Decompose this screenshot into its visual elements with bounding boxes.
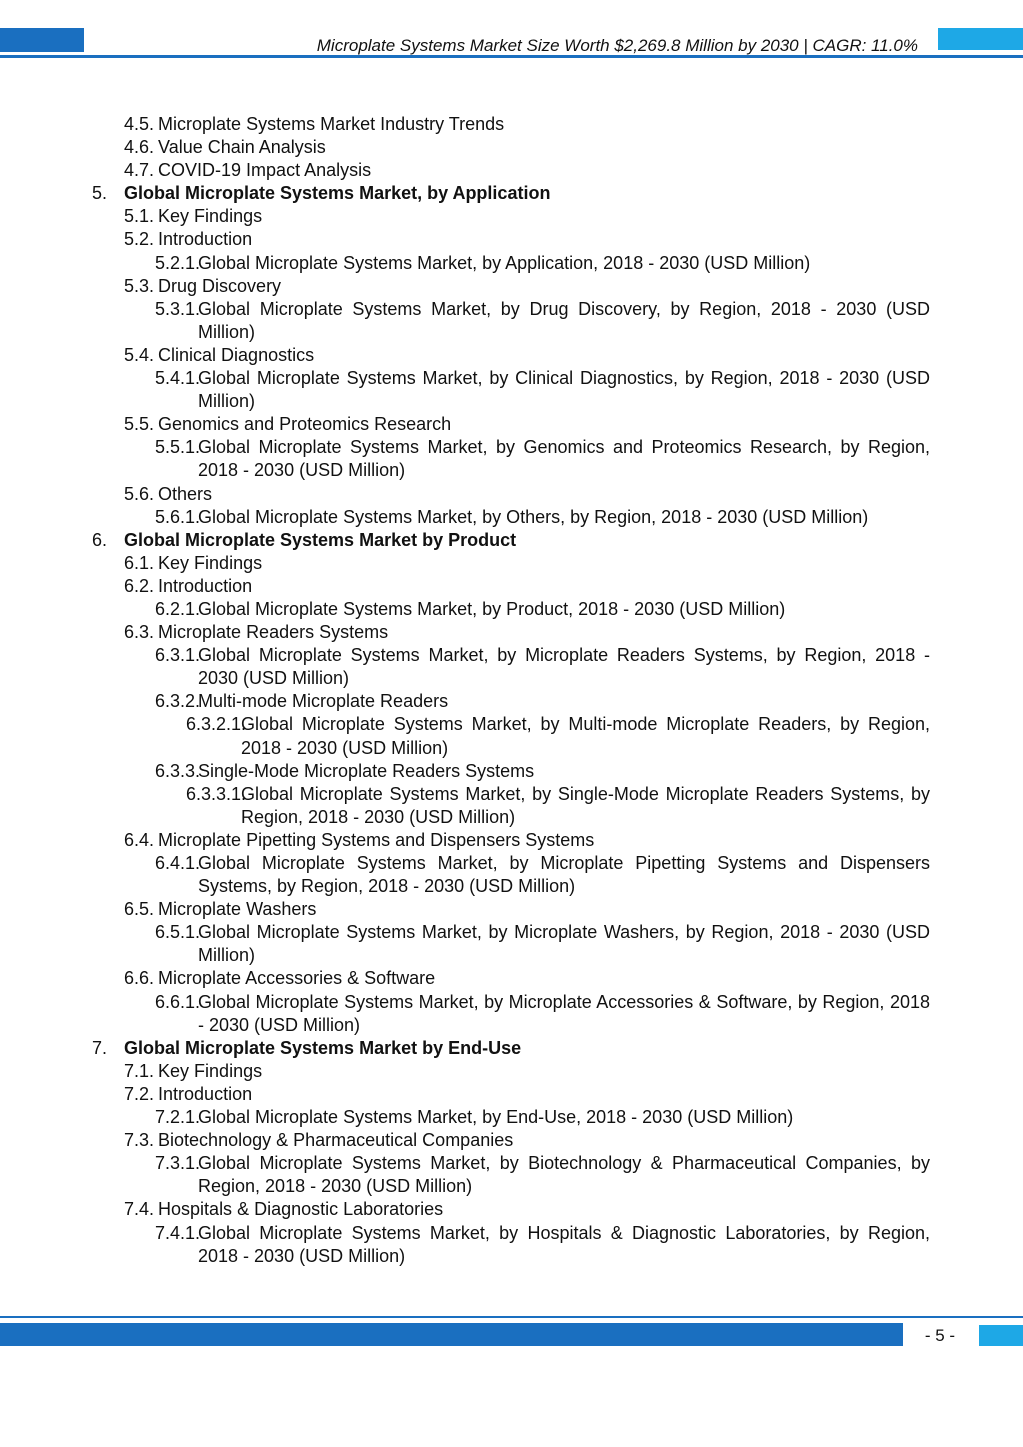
toc-entry: [0, 829, 1023, 852]
toc-entry-text: Key Findings: [158, 1060, 263, 1081]
toc-entry: [0, 413, 1023, 436]
toc-entry-text: Global Microplate Systems Market, by Application, 2018 - 2030 (USD Million): [198, 252, 811, 273]
footer-accent-right: [979, 1325, 1023, 1346]
toc-entry-number: 7.2.: [124, 1083, 155, 1104]
toc-entry-number: 6.2.: [124, 575, 155, 596]
toc-entry: [0, 644, 1023, 690]
toc-entry-number: 5.5.1.: [155, 437, 201, 458]
toc-entry-number: 6.3.3.1.: [186, 783, 247, 804]
toc-entry: [0, 1083, 1023, 1106]
toc-entry-number: 6.2.1.: [155, 598, 201, 619]
toc-entry: [0, 1198, 1023, 1221]
toc-entry-number: 5.2.: [124, 229, 155, 250]
toc-entry: [0, 113, 1023, 136]
toc-entry-text: Key Findings: [158, 552, 263, 573]
toc-entry-number: 6.6.1.: [155, 991, 201, 1012]
toc-entry-text: Global Microplate Systems Market, by Drug Discovery, by Region, 2018 - 2030 (USD Million): [198, 298, 930, 342]
toc-entry: [0, 228, 1023, 251]
toc-entry-number: 7.1.: [124, 1060, 155, 1081]
toc-entry-text: Introduction: [158, 1083, 253, 1104]
toc-entry-number: 6.3.1.: [155, 645, 201, 666]
toc-entry-text: Global Microplate Systems Market, by Genomics and Proteomics Research, by Region, 2018 - 2030 (USD Million): [198, 437, 930, 481]
header-title: Microplate Systems Market Size Worth $2,269.8 Million by 2030 | CAGR: 11.0%: [316, 36, 918, 55]
toc-entry: [0, 344, 1023, 367]
toc-entry-text: Global Microplate Systems Market, by Application: [124, 183, 551, 204]
toc-entry-text: Value Chain Analysis: [158, 137, 326, 158]
toc-entry-text: Hospitals & Diagnostic Laboratories: [158, 1199, 444, 1220]
toc-entry-number: 6.5.: [124, 899, 155, 920]
toc-entry-text: Global Microplate Systems Market, by Microplate Pipetting Systems and Dispensers Systems, by Region, 2018 - 2030 (USD Million): [198, 853, 930, 897]
toc-entry-text: COVID-19 Impact Analysis: [158, 160, 372, 181]
toc-entry: [0, 367, 1023, 413]
toc-entry-text: Global Microplate Systems Market, by Product, 2018 - 2030 (USD Million): [198, 598, 786, 619]
toc-entry-text: Microplate Washers: [158, 899, 317, 920]
page-number: - 5 -: [924, 1326, 956, 1345]
toc-entry: [0, 252, 1023, 275]
toc-entry-text: Global Microplate Systems Market, by Microplate Washers, by Region, 2018 - 2030 (USD Million): [198, 922, 930, 966]
toc-entry: [0, 575, 1023, 598]
toc-entry: [0, 921, 1023, 967]
toc-entry: [0, 298, 1023, 344]
toc-entry-text: Microplate Pipetting Systems and Dispensers Systems: [158, 829, 595, 850]
toc-entry-text: Global Microplate Systems Market, by Single-Mode Microplate Readers Systems, by Region, 2018 - 2030 (USD Million): [241, 783, 930, 827]
toc-entry-text: Microplate Readers Systems: [158, 622, 389, 643]
toc-entry: [0, 552, 1023, 575]
toc-entry-number: 6.1.: [124, 552, 155, 573]
toc-entry-number: 5.: [92, 183, 108, 204]
toc-entry-text: Global Microplate Systems Market by End-Use: [124, 1037, 522, 1058]
toc-entry-number: 5.5.: [124, 414, 155, 435]
toc-entry-number: 6.5.1.: [155, 922, 201, 943]
toc-entry-text: Global Microplate Systems Market, by Hospitals & Diagnostic Laboratories, by Region, 2018 - 2030 (USD Million): [198, 1222, 930, 1266]
toc-entry: [0, 690, 1023, 713]
toc-entry: [0, 136, 1023, 159]
toc-entry-number: 5.1.: [124, 206, 155, 227]
toc-entry-text: Single-Mode Microplate Readers Systems: [198, 760, 535, 781]
toc-entry-number: 4.7.: [124, 160, 155, 181]
toc-entry-text: Global Microplate Systems Market, by Others, by Region, 2018 - 2030 (USD Million): [198, 506, 869, 527]
toc-entry-number: 7.2.1.: [155, 1107, 201, 1128]
toc-entry: [0, 1152, 1023, 1198]
footer-bar: [0, 1323, 903, 1346]
toc-entry-number: 7.3.: [124, 1130, 155, 1151]
toc-entry-text: Global Microplate Systems Market, by Biotechnology & Pharmaceutical Companies, by Region, 2018 - 2030 (USD Million): [198, 1153, 930, 1197]
toc-entry-text: Introduction: [158, 229, 253, 250]
toc-entry-text: Drug Discovery: [158, 275, 282, 296]
toc-entry-text: Genomics and Proteomics Research: [158, 414, 452, 435]
footer-rule: [0, 1316, 1023, 1318]
toc-entry-number: 5.2.1.: [155, 252, 201, 273]
toc-entry-number: 5.6.1.: [155, 506, 201, 527]
toc-entry: [0, 967, 1023, 990]
toc-entry-text: Introduction: [158, 575, 253, 596]
toc-entry-number: 6.6.: [124, 968, 155, 989]
toc-entry: [0, 436, 1023, 482]
toc-entry-number: 5.3.1.: [155, 298, 201, 319]
toc-entry: [0, 898, 1023, 921]
toc-entry-number: 6.3.2.: [155, 691, 201, 712]
toc-entry: [0, 598, 1023, 621]
toc-entry-number: 5.6.: [124, 483, 155, 504]
toc-entry: [0, 205, 1023, 228]
toc-entry-number: 6.3.: [124, 622, 155, 643]
toc-entry: [0, 1060, 1023, 1083]
toc-entry-text: Global Microplate Systems Market, by End-Use, 2018 - 2030 (USD Million): [198, 1107, 794, 1128]
toc-entry: [0, 483, 1023, 506]
toc-entry: [0, 1106, 1023, 1129]
toc-entry-text: Multi-mode Microplate Readers: [198, 691, 449, 712]
toc-entry: [0, 275, 1023, 298]
toc-entry-number: 6.4.1.: [155, 853, 201, 873]
toc-entry-number: 7.: [92, 1037, 108, 1058]
toc-entry-number: 5.4.: [124, 344, 155, 365]
toc-entry-number: 7.3.1.: [155, 1153, 201, 1174]
toc-entry: [0, 1037, 1023, 1060]
toc-entry: [0, 506, 1023, 529]
toc-entry-number: 7.4.1.: [155, 1222, 201, 1243]
toc-entry-text: Key Findings: [158, 206, 263, 227]
toc-entry: [0, 1222, 1023, 1268]
toc-entry-number: 4.6.: [124, 137, 155, 158]
toc-entry: [0, 783, 1023, 829]
toc-entry: [0, 760, 1023, 783]
toc-entry: [0, 159, 1023, 182]
header-rule: [0, 55, 1023, 58]
toc-entry-number: 5.3.: [124, 275, 155, 296]
toc-entry-text: Global Microplate Systems Market, by Multi-mode Microplate Readers, by Region, 2018 - 2030 (USD Million): [241, 714, 930, 758]
toc-entry-text: Others: [158, 483, 213, 504]
toc-entry: [0, 1129, 1023, 1152]
toc-entry-text: Biotechnology & Pharmaceutical Companies: [158, 1130, 514, 1151]
toc-entry-text: Global Microplate Systems Market by Product: [124, 529, 517, 550]
toc-entry-text: Clinical Diagnostics: [158, 344, 315, 365]
toc-entry: [0, 713, 1023, 759]
toc-entry-number: 6.3.2.1.: [186, 714, 247, 735]
toc-entry-number: 4.5.: [124, 114, 155, 134]
toc-entry-number: 6.: [92, 529, 108, 550]
toc-entry: [0, 991, 1023, 1037]
table-of-contents: [0, 113, 1023, 1268]
toc-entry: [0, 852, 1023, 898]
toc-entry-text: Global Microplate Systems Market, by Microplate Readers Systems, by Region, 2018 - 2030 (USD Million): [198, 645, 930, 689]
toc-entry-number: 5.4.1.: [155, 368, 201, 389]
toc-entry-text: Microplate Accessories & Software: [158, 968, 436, 989]
header-accent-right: [938, 28, 1023, 50]
toc-entry: [0, 621, 1023, 644]
toc-entry-number: 6.3.3.: [155, 760, 201, 781]
toc-entry-text: Global Microplate Systems Market, by Microplate Accessories & Software, by Region, 2018 - 2030 (USD Million): [198, 991, 930, 1035]
toc-entry-number: 6.4.: [124, 829, 155, 850]
toc-entry-text: Microplate Systems Market Industry Trends: [158, 114, 505, 134]
header-accent-left: [0, 28, 84, 52]
toc-entry-text: Global Microplate Systems Market, by Clinical Diagnostics, by Region, 2018 - 2030 (USD Million): [198, 368, 930, 412]
toc-entry: [0, 182, 1023, 205]
toc-entry-number: 7.4.: [124, 1199, 155, 1220]
toc-entry: [0, 529, 1023, 552]
